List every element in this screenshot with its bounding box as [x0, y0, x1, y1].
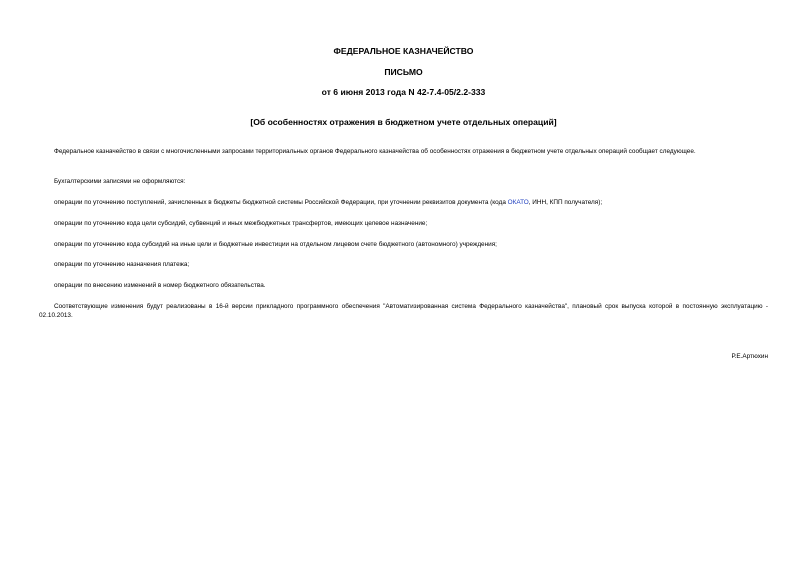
intro-paragraph: Федеральное казначейство в связи с многочисленными запросами территориальных органов Федерального казначейства об особенностях отражения в бюджетном учете отдельных операций сообщает следующее. — [54, 148, 696, 155]
signature: Р.Е.Артюхин — [731, 353, 768, 360]
okato-link[interactable]: ОКАТО — [507, 199, 529, 206]
final-paragraph: Соответствующие изменения будут реализованы в 16-й версии прикладного программного обеспечения "Автоматизированная система Федерального казначейства", плановый срок выпуска которой в постоянную эксплуатацию - 02.10.2013. — [39, 303, 768, 319]
list-item-1 — [39, 198, 768, 207]
document-title: [Об особенностях отражения в бюджетном учете отдельных операций] — [250, 117, 557, 127]
list-item-2: операции по уточнению кода цели субсидий, субвенций и иных межбюджетных трансфертов, имеющих целевое назначение; — [54, 220, 428, 227]
list-item-5: операции по внесению изменений в номер бюджетного обязательства. — [54, 282, 266, 289]
document-date-number: от 6 июня 2013 года N 42-7.4-05/2.2-333 — [321, 87, 486, 97]
list-item-1-text-start: операции по уточнению поступлений, зачисленных в бюджеты бюджетной системы Российской Федерации, при уточнении реквизитов документа (кода — [54, 199, 508, 206]
no-entries-paragraph: Бухгалтерскими записями не оформляются: — [54, 178, 186, 185]
list-item-1-text-end: , ИНН, КПП получателя); — [528, 199, 603, 206]
list-item-4: операции по уточнению назначения платежа; — [54, 261, 190, 268]
issuer-name: ФЕДЕРАЛЬНОЕ КАЗНАЧЕЙСТВО — [333, 46, 474, 56]
document-type: ПИСЬМО — [384, 67, 423, 77]
list-item-3: операции по уточнению кода субсидий на иные цели и бюджетные инвестиции на отдельном лицевом счете бюджетного (автономного) учреждения; — [54, 241, 497, 248]
